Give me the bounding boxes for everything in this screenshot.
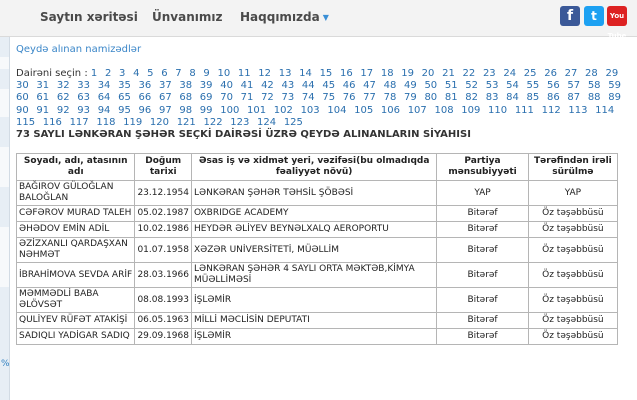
- district-link[interactable]: 105: [354, 104, 374, 116]
- nav-site-map[interactable]: Saytın xəritəsi: [40, 10, 138, 24]
- district-link[interactable]: 35: [118, 80, 131, 92]
- cell-dob: 08.08.1993: [135, 288, 192, 313]
- district-link[interactable]: 109: [461, 104, 481, 116]
- district-link[interactable]: 40: [220, 80, 233, 92]
- district-link[interactable]: 106: [380, 104, 400, 116]
- cell-job: İŞLƏMİR: [191, 329, 436, 345]
- district-link[interactable]: 97: [158, 104, 172, 116]
- district-link[interactable]: 114: [595, 104, 615, 116]
- district-link[interactable]: 59: [608, 80, 621, 92]
- district-link[interactable]: 92: [56, 104, 70, 116]
- sidebar-tab: [0, 147, 9, 187]
- district-link[interactable]: 38: [179, 80, 193, 92]
- district-link[interactable]: 52: [465, 80, 479, 92]
- top-navigation-bar: [0, 0, 637, 40]
- district-link[interactable]: 53: [485, 80, 499, 92]
- district-link[interactable]: 90: [16, 104, 29, 116]
- district-link[interactable]: 67: [158, 92, 172, 104]
- district-link[interactable]: 43: [281, 80, 295, 92]
- cell-party: Bitərəf: [437, 313, 529, 329]
- cell-job: İŞLƏMİR: [191, 288, 436, 313]
- district-link[interactable]: 54: [506, 80, 519, 92]
- header-job: Əsas iş və xidmət yeri, vəzifəsi(bu olmadıqda fəaliyyət növü): [191, 154, 436, 181]
- cell-name: CƏFƏROV MURAD TALEH: [17, 206, 135, 222]
- district-link[interactable]: 15: [319, 68, 333, 79]
- district-link[interactable]: 108: [434, 104, 454, 116]
- district-link[interactable]: 37: [158, 80, 172, 92]
- cell-nominated: Öz təşəbbüsü: [528, 238, 617, 263]
- district-link[interactable]: 14: [299, 68, 312, 79]
- district-link[interactable]: 56: [546, 80, 560, 92]
- cell-name: MƏMMƏDLİ BABA ƏLÖVSƏT: [17, 288, 135, 313]
- district-link[interactable]: 104: [327, 104, 347, 116]
- district-link[interactable]: 84: [506, 92, 519, 104]
- table-row: [17, 238, 618, 263]
- cell-nominated: YAP: [528, 181, 617, 206]
- district-link[interactable]: 34: [97, 80, 111, 92]
- table-row: [17, 206, 618, 222]
- district-link[interactable]: 31: [36, 80, 50, 92]
- district-link[interactable]: 47: [363, 80, 376, 92]
- district-link[interactable]: 13: [278, 68, 292, 79]
- cell-dob: 05.02.1987: [135, 206, 192, 222]
- district-link[interactable]: 70: [220, 92, 233, 104]
- cell-dob: 01.07.1958: [135, 238, 192, 263]
- district-link[interactable]: 79: [404, 92, 417, 104]
- table-row: [17, 329, 618, 345]
- district-link[interactable]: 122: [203, 116, 223, 128]
- district-link[interactable]: 124: [257, 116, 277, 128]
- district-link[interactable]: 29: [605, 68, 619, 79]
- header-nominated: Tərəfindən irəli sürülmə: [528, 154, 617, 181]
- district-link[interactable]: 33: [77, 80, 90, 92]
- cell-job: LƏNKƏRAN ŞƏHƏR TƏHSİL ŞÖBƏSİ: [191, 181, 436, 206]
- district-link[interactable]: 100: [220, 104, 240, 116]
- district-link[interactable]: 57: [567, 80, 581, 92]
- cell-name: İBRAHİMOVA SEVDA ARİF: [17, 263, 135, 288]
- district-link[interactable]: 24: [503, 68, 517, 79]
- breadcrumb[interactable]: Qeydə alınan namizədlər: [16, 44, 142, 55]
- district-link[interactable]: 78: [383, 92, 397, 104]
- district-link[interactable]: 99: [199, 104, 213, 116]
- district-link[interactable]: 1: [90, 68, 98, 79]
- cell-nominated: Öz təşəbbüsü: [528, 263, 617, 288]
- district-link[interactable]: 48: [383, 80, 397, 92]
- district-link[interactable]: 58: [587, 80, 601, 92]
- cell-party: Bitərəf: [437, 329, 529, 345]
- district-link[interactable]: 22: [462, 68, 476, 79]
- district-link[interactable]: 113: [568, 104, 588, 116]
- candidates-table: [16, 153, 618, 345]
- district-link[interactable]: 60: [16, 92, 29, 104]
- cell-party: Bitərəf: [437, 263, 529, 288]
- district-link[interactable]: 6: [161, 68, 168, 79]
- nav-our-address[interactable]: Ünvanımız: [152, 10, 223, 24]
- sidebar-tab: [0, 57, 9, 69]
- district-link[interactable]: 46: [342, 80, 356, 92]
- district-link[interactable]: 39: [199, 80, 213, 92]
- district-link[interactable]: 69: [199, 92, 213, 104]
- district-link[interactable]: 85: [526, 92, 540, 104]
- district-link[interactable]: 61: [36, 92, 50, 104]
- district-link[interactable]: 7: [175, 68, 182, 79]
- district-link[interactable]: 117: [69, 116, 89, 128]
- district-link[interactable]: 45: [322, 80, 336, 92]
- district-link[interactable]: 17: [360, 68, 374, 79]
- district-link[interactable]: 55: [526, 80, 540, 92]
- district-link[interactable]: 2: [104, 68, 112, 79]
- district-link[interactable]: 102: [273, 104, 293, 116]
- district-link[interactable]: 98: [179, 104, 193, 116]
- header-party: Partiya mənsubiyyəti: [437, 154, 529, 181]
- cell-party: Bitərəf: [437, 238, 529, 263]
- district-selector: [16, 68, 637, 129]
- district-link[interactable]: 64: [97, 92, 111, 104]
- chevron-down-icon: ▼: [322, 13, 329, 22]
- cell-nominated: Öz təşəbbüsü: [528, 313, 617, 329]
- district-link[interactable]: 111: [514, 104, 534, 116]
- district-link[interactable]: 118: [96, 116, 116, 128]
- cell-party: Bitərəf: [437, 222, 529, 238]
- district-link[interactable]: 51: [444, 80, 458, 92]
- district-link[interactable]: 120: [149, 116, 169, 128]
- district-link[interactable]: 5: [147, 68, 154, 79]
- district-link[interactable]: 23: [482, 68, 496, 79]
- left-sidebar-edge: [0, 37, 10, 400]
- table-row: [17, 222, 618, 238]
- district-link[interactable]: 9: [203, 68, 210, 79]
- cell-name: ƏHƏDOV EMİN ADİL: [17, 222, 135, 238]
- cell-job: OXBRIDGE ACADEMY: [191, 206, 436, 222]
- sidebar-mark: %: [1, 359, 10, 369]
- district-link[interactable]: 62: [56, 92, 70, 104]
- cell-nominated: Öz təşəbbüsü: [528, 288, 617, 313]
- district-link[interactable]: 19: [401, 68, 414, 79]
- cell-name: BAĞIROV GÜLOĞLAN BALOĞLAN: [17, 181, 135, 206]
- header-dob: Doğum tarixi: [135, 154, 192, 181]
- district-link[interactable]: 41: [240, 80, 254, 92]
- cell-party: Bitərəf: [437, 288, 529, 313]
- district-link[interactable]: 36: [138, 80, 152, 92]
- nav-about-us[interactable]: [240, 10, 329, 24]
- district-link[interactable]: 87: [567, 92, 581, 104]
- district-link[interactable]: 63: [77, 92, 90, 104]
- district-link[interactable]: 28: [585, 68, 598, 79]
- cell-dob: 23.12.1954: [135, 181, 192, 206]
- cell-nominated: Öz təşəbbüsü: [528, 206, 617, 222]
- facebook-icon[interactable]: f: [560, 6, 580, 26]
- district-link[interactable]: 66: [138, 92, 152, 104]
- cell-name: ƏZİZXANLI QARDAŞXAN NƏHMƏT: [17, 238, 135, 263]
- district-link[interactable]: 4: [133, 68, 140, 79]
- cell-dob: 28.03.1966: [135, 263, 192, 288]
- header-name: Soyadı, adı, atasının adı: [17, 154, 135, 181]
- district-link[interactable]: 89: [608, 92, 621, 104]
- page-title: 73 SAYLI LƏNKƏRAN ŞƏHƏR SEÇKİ DAİRƏSİ ÜZRƏ QEYDƏ ALINANLARIN SİYAHISI: [16, 129, 471, 140]
- district-link[interactable]: 8: [189, 68, 196, 79]
- cell-job: LƏNKƏRAN ŞƏHƏR 4 SAYLI ORTA MƏKTƏB,KİMYA MÜƏLLİMƏSİ: [191, 263, 436, 288]
- district-link[interactable]: 119: [123, 116, 143, 128]
- district-link[interactable]: 49: [404, 80, 417, 92]
- district-link[interactable]: 11: [237, 68, 251, 79]
- district-link[interactable]: 81: [444, 92, 458, 104]
- district-link[interactable]: 27: [564, 68, 578, 79]
- district-selector-label: Dairəni seçin :: [16, 68, 88, 79]
- table-row: [17, 288, 618, 313]
- district-link[interactable]: 103: [300, 104, 320, 116]
- cell-name: QULİYEV RÜFƏT ATAKİŞİ: [17, 313, 135, 329]
- sidebar-tab: [0, 227, 9, 287]
- district-link[interactable]: 107: [407, 104, 427, 116]
- table-row: [17, 313, 618, 329]
- district-link[interactable]: 65: [118, 92, 131, 104]
- district-link[interactable]: 101: [247, 104, 267, 116]
- district-link[interactable]: 82: [465, 92, 479, 104]
- table-row: [17, 263, 618, 288]
- district-link[interactable]: 10: [217, 68, 231, 79]
- district-link[interactable]: 110: [488, 104, 508, 116]
- district-link[interactable]: 125: [283, 116, 303, 128]
- district-link[interactable]: 18: [380, 68, 394, 79]
- cell-dob: 29.09.1968: [135, 329, 192, 345]
- cell-job: XƏZƏR UNİVERSİTETİ, MÜƏLLİM: [191, 238, 436, 263]
- district-link[interactable]: 115: [16, 116, 36, 128]
- district-link[interactable]: 21: [442, 68, 455, 79]
- table-header-row: [17, 154, 618, 181]
- district-link[interactable]: 71: [240, 92, 254, 104]
- cell-dob: 10.02.1986: [135, 222, 192, 238]
- cell-party: YAP: [437, 181, 529, 206]
- district-link[interactable]: 96: [138, 104, 152, 116]
- district-link[interactable]: 83: [485, 92, 499, 104]
- district-link[interactable]: 20: [421, 68, 435, 79]
- district-link[interactable]: 72: [261, 92, 274, 104]
- district-link[interactable]: 75: [322, 92, 336, 104]
- district-link[interactable]: 12: [258, 68, 272, 79]
- youtube-icon[interactable]: You Tube: [607, 6, 627, 26]
- district-link[interactable]: 93: [77, 104, 90, 116]
- district-link[interactable]: 86: [546, 92, 560, 104]
- district-link[interactable]: 95: [118, 104, 131, 116]
- cell-nominated: Öz təşəbbüsü: [528, 222, 617, 238]
- cell-job: MİLLİ MƏCLİSİN DEPUTATI: [191, 313, 436, 329]
- district-link[interactable]: 74: [301, 92, 315, 104]
- cell-party: Bitərəf: [437, 206, 529, 222]
- district-link[interactable]: 91: [36, 104, 50, 116]
- nav-about-label: Haqqımızda: [240, 10, 320, 24]
- district-link[interactable]: 112: [541, 104, 561, 116]
- cell-dob: 06.05.1963: [135, 313, 192, 329]
- district-link[interactable]: 30: [16, 80, 29, 92]
- district-link[interactable]: 94: [97, 104, 111, 116]
- district-link[interactable]: 116: [42, 116, 62, 128]
- table-row: [17, 181, 618, 206]
- twitter-icon[interactable]: t: [584, 6, 604, 26]
- district-link[interactable]: 68: [179, 92, 193, 104]
- district-link[interactable]: 3: [119, 68, 126, 79]
- district-link[interactable]: 44: [301, 80, 315, 92]
- district-link[interactable]: 121: [176, 116, 196, 128]
- district-link[interactable]: 42: [261, 80, 274, 92]
- cell-nominated: Öz təşəbbüsü: [528, 329, 617, 345]
- cell-job: HEYDƏR ƏLİYEV BEYNƏLXALQ AEROPORTU: [191, 222, 436, 238]
- district-link[interactable]: 77: [363, 92, 376, 104]
- district-link[interactable]: 76: [342, 92, 356, 104]
- district-link[interactable]: 73: [281, 92, 295, 104]
- district-link[interactable]: 80: [424, 92, 438, 104]
- district-link[interactable]: 16: [339, 68, 353, 79]
- district-link[interactable]: 123: [230, 116, 250, 128]
- district-link[interactable]: 25: [523, 68, 537, 79]
- cell-name: SADIQLI YADİGAR SADIQ: [17, 329, 135, 345]
- district-link[interactable]: 50: [424, 80, 438, 92]
- district-link[interactable]: 26: [544, 68, 557, 79]
- sidebar-tab: [0, 89, 9, 117]
- district-link[interactable]: 32: [56, 80, 70, 92]
- district-link[interactable]: 88: [587, 92, 601, 104]
